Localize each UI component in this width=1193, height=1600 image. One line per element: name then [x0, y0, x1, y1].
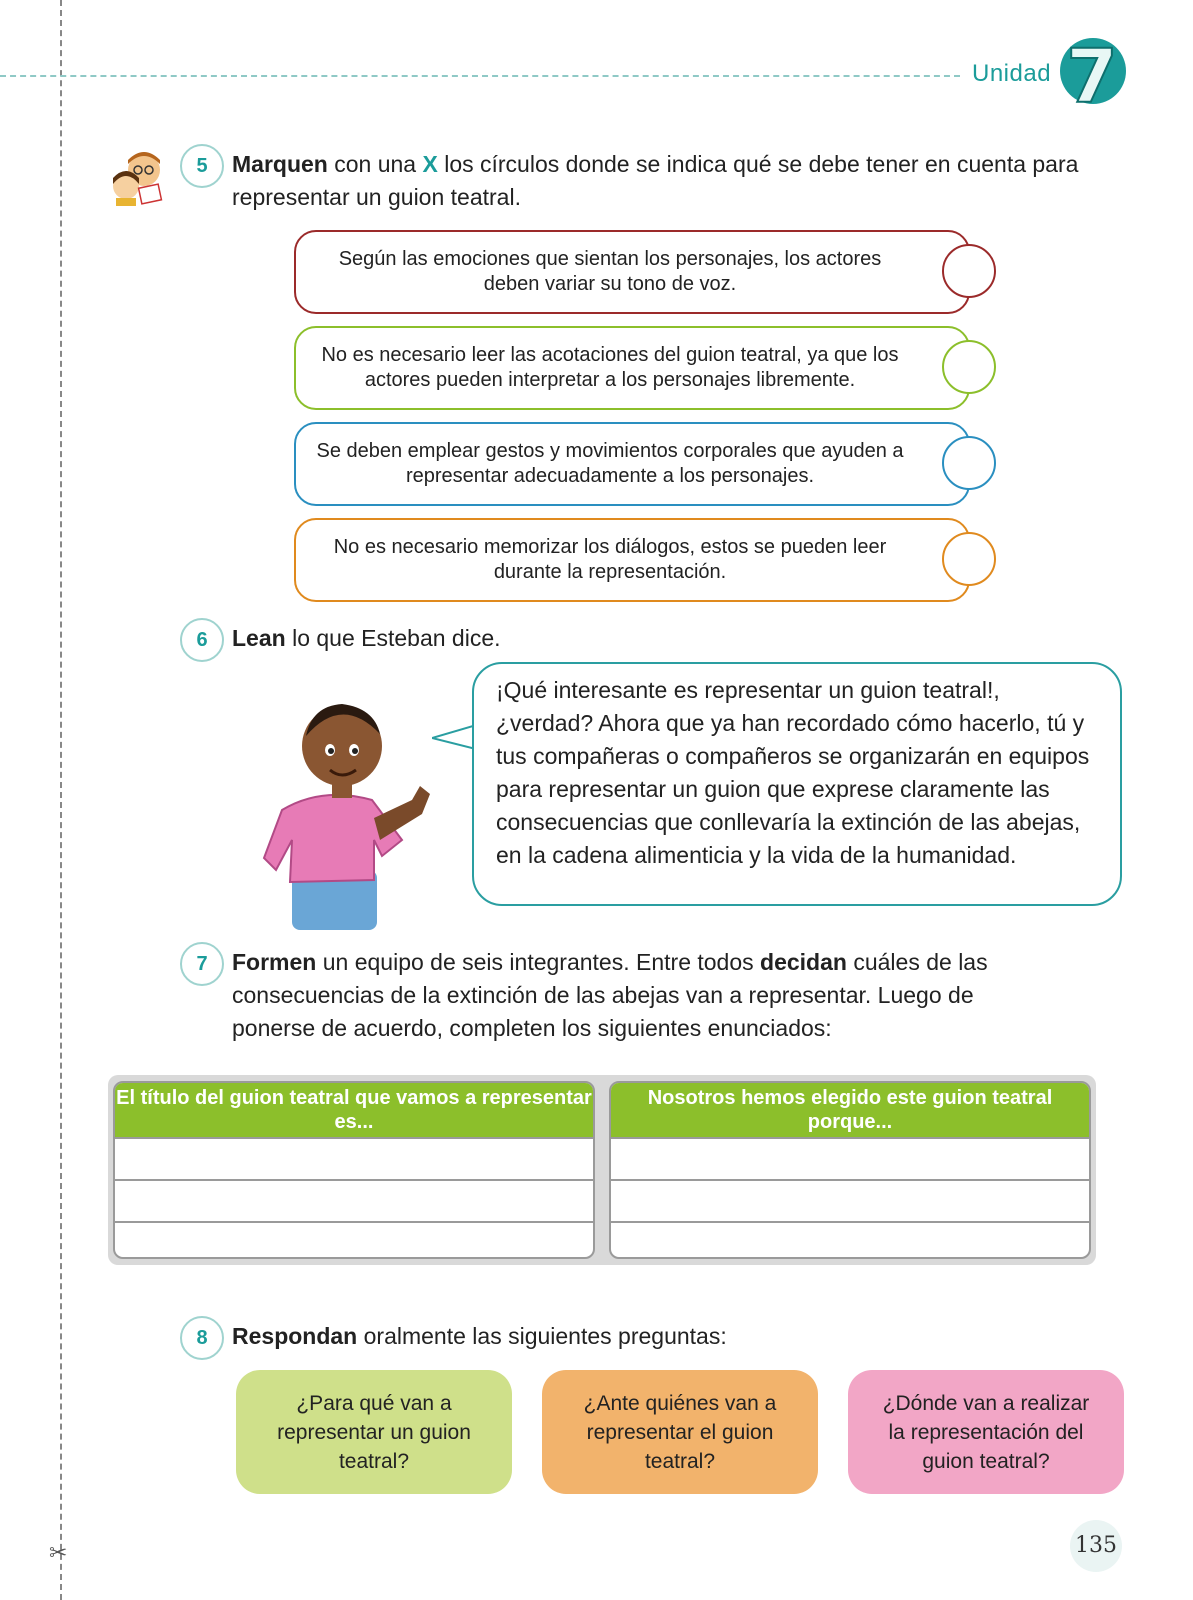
scissors-icon: ✂	[49, 1540, 68, 1565]
question-bubble-text: ¿Para qué van a representar un guion teatral?	[277, 1391, 471, 1473]
statement-text: Según las emociones que sientan los personajes, los actores deben variar su tono de voz.	[338, 248, 882, 295]
statement-text: Se deben emplear gestos y movimientos corporales que ayuden a representar adecuadamente a los personajes.	[316, 440, 904, 487]
statement-option-4	[294, 518, 970, 602]
question-7-verb-2: decidan	[760, 949, 847, 975]
reason-answer-line-2[interactable]	[611, 1181, 1089, 1223]
question-bubble-audience	[542, 1370, 818, 1494]
question-5-text-b: los círculos donde se indica qué se debe tener en cuenta para representar un guion teatral.	[232, 151, 1079, 210]
question-number-7: 7	[180, 942, 224, 986]
question-7-instruction	[232, 946, 1062, 1045]
question-bubble-text: ¿Ante quiénes van a representar el guion teatral?	[583, 1391, 777, 1473]
page-number: 135	[1070, 1520, 1122, 1572]
title-answer-line-3[interactable]	[115, 1223, 593, 1259]
answer-circle-2[interactable]	[942, 340, 996, 394]
boy-illustration	[262, 690, 442, 930]
question-7-text-2: cuáles de las consecuencias de la extinción de las abejas van a representar. Luego de ponerse de acuerdo, completen los siguientes enunciados:	[232, 949, 988, 1041]
cut-line	[60, 0, 62, 1600]
question-number-6: 6	[180, 618, 224, 662]
answer-circle-4[interactable]	[942, 532, 996, 586]
question-5-instruction	[232, 148, 1102, 214]
question-7-text-1: un equipo de seis integrantes. Entre todos	[316, 949, 761, 975]
answer-table	[108, 1075, 1096, 1265]
pair-work-icon	[106, 148, 168, 206]
question-bubble-location	[848, 1370, 1124, 1494]
statement-option-3	[294, 422, 970, 506]
reason-answer-line-3[interactable]	[611, 1223, 1089, 1259]
reason-column	[609, 1081, 1091, 1259]
speech-text: ¡Qué interesante es representar un guion teatral!, ¿verdad? Ahora que ya han recordado cómo hacerlo, tú y tus compañeras o compañeros se organizarán en equipos para representar un guion que exprese claramente las consecuencias que conllevaría la extinción de las abejas, en la cadena alimenticia y la vida de la humanidad.	[496, 677, 1090, 868]
question-5-verb: Marquen	[232, 151, 328, 177]
question-6-instruction	[232, 622, 932, 655]
statement-text: No es necesario leer las acotaciones del guion teatral, ya que los actores pueden interpretar a los personajes libremente.	[321, 344, 899, 391]
title-answer-line-2[interactable]	[115, 1181, 593, 1223]
title-column-header: El título del guion teatral que vamos a representar es...	[115, 1083, 593, 1139]
question-number-8: 8	[180, 1316, 224, 1360]
answer-circle-3[interactable]	[942, 436, 996, 490]
question-7-verb-1: Formen	[232, 949, 317, 975]
header-dashed-line	[0, 75, 960, 77]
unit-badge	[1058, 36, 1128, 118]
title-column	[113, 1081, 595, 1259]
question-8-instruction	[232, 1320, 1032, 1353]
question-number-5: 5	[180, 144, 224, 188]
question-5-text-a: con una	[327, 151, 423, 177]
reason-column-header: Nosotros hemos elegido este guion teatral porque...	[611, 1083, 1089, 1139]
reason-answer-line-1[interactable]	[611, 1139, 1089, 1181]
x-mark: X	[422, 151, 438, 177]
question-6-text: lo que Esteban dice.	[285, 625, 501, 651]
answer-circle-1[interactable]	[942, 244, 996, 298]
unit-label: Unidad	[972, 60, 1052, 87]
esteban-speech-bubble	[472, 662, 1122, 906]
statement-option-2	[294, 326, 970, 410]
question-bubble-text: ¿Dónde van a realizar la representación del guion teatral?	[882, 1391, 1090, 1473]
statement-option-1	[294, 230, 970, 314]
statement-text: No es necesario memorizar los diálogos, estos se pueden leer durante la representación.	[333, 536, 887, 583]
title-answer-line-1[interactable]	[115, 1139, 593, 1181]
question-8-text: oralmente las siguientes preguntas:	[357, 1323, 727, 1349]
question-8-verb: Respondan	[232, 1323, 358, 1349]
unit-number: 7	[1066, 36, 1118, 118]
question-bubble-purpose	[236, 1370, 512, 1494]
question-6-verb: Lean	[232, 625, 286, 651]
